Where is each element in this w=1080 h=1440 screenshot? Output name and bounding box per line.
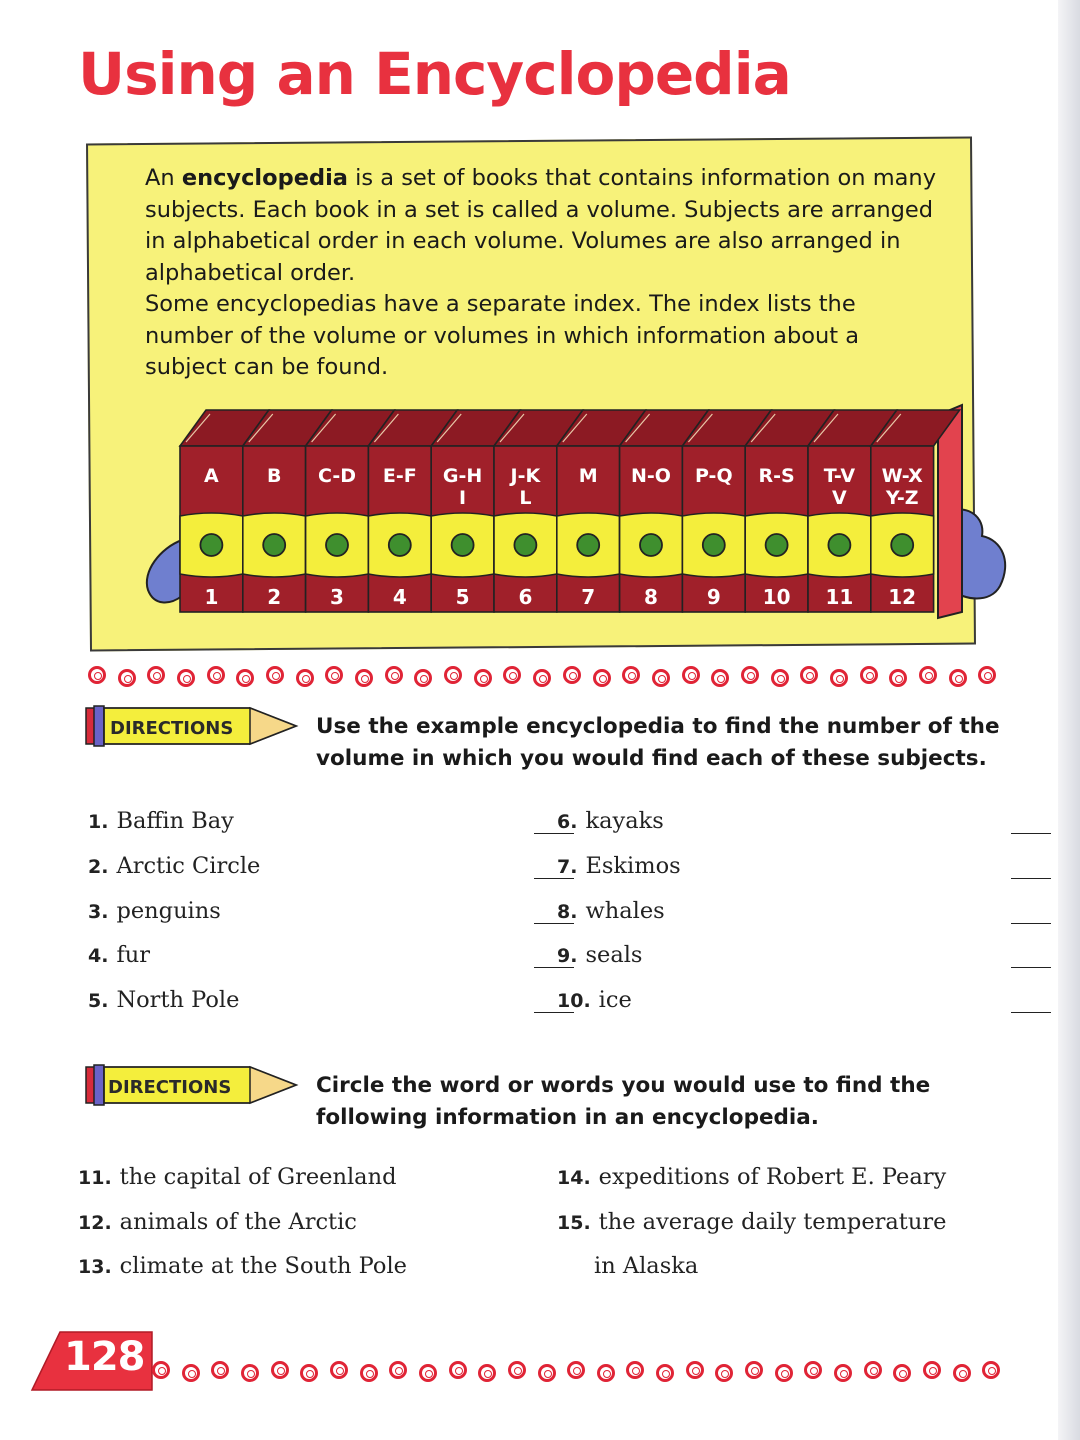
question-item xyxy=(88,853,526,887)
directions-text-2: Circle the word or words you would use to find the following information in an encyclopedia. xyxy=(316,1073,931,1130)
ring-divider-bottom xyxy=(152,1361,1012,1387)
ring-bullet xyxy=(982,1361,1000,1379)
volume-number: 8 xyxy=(644,585,658,609)
ring-bullet xyxy=(152,1361,170,1379)
volume-letters: M xyxy=(578,465,598,487)
question-number: 4. xyxy=(88,945,109,968)
directions-pencil-2 xyxy=(82,1061,302,1109)
question-subject: ice xyxy=(598,987,632,1014)
volume-letters: G-H xyxy=(442,465,483,487)
ring-bullet xyxy=(330,1361,348,1379)
directions-label-2: DIRECTIONS xyxy=(108,1077,232,1098)
ring-bullet xyxy=(864,1361,882,1379)
keyword-question-item[interactable] xyxy=(78,1253,407,1279)
page-number: 128 xyxy=(64,1334,145,1380)
ring-bullet xyxy=(563,666,581,684)
question-item xyxy=(88,987,526,1021)
ring-bullet xyxy=(622,666,640,684)
question-subject: Baffin Bay xyxy=(116,808,234,834)
question-text[interactable]: the capital of Greenland xyxy=(119,1164,397,1190)
ring-bullet xyxy=(597,1364,615,1382)
volume-number: 10 xyxy=(762,585,791,609)
volume-letters: Y-Z xyxy=(885,487,919,509)
ring-bullet xyxy=(652,669,670,687)
volume-number: 11 xyxy=(825,585,854,609)
ring-bullet xyxy=(567,1361,585,1379)
question-number: 2. xyxy=(88,855,109,878)
ring-bullet xyxy=(508,1361,526,1379)
answer-blank[interactable] xyxy=(1011,1012,1051,1013)
keyword-question-item[interactable] xyxy=(557,1164,946,1190)
volume-letters: L xyxy=(519,487,532,509)
ring-bullet xyxy=(593,669,611,687)
question-subject: whales xyxy=(585,897,665,924)
ring-bullet xyxy=(686,1361,704,1379)
ring-bullet xyxy=(444,666,462,684)
ring-bullet xyxy=(656,1364,674,1382)
ring-bullet xyxy=(236,669,254,687)
ring-bullet xyxy=(771,669,789,687)
ring-bullet xyxy=(419,1364,437,1382)
question-number: 9. xyxy=(557,945,578,968)
ring-bullet xyxy=(860,666,878,684)
ring-bullet xyxy=(745,1361,763,1379)
ring-bullet xyxy=(325,666,343,684)
ring-bullet xyxy=(266,666,284,684)
books xyxy=(180,410,960,612)
question-text[interactable]: the average daily temperature xyxy=(598,1208,947,1235)
ring-bullet xyxy=(893,1364,911,1382)
question-item xyxy=(88,898,526,932)
volume-letters: I xyxy=(459,487,467,509)
ring-bullet xyxy=(919,666,937,684)
ring-bullet xyxy=(711,669,729,687)
question-number: 12. xyxy=(78,1211,112,1234)
ring-bullet xyxy=(211,1361,229,1379)
volume-number: 1 xyxy=(204,585,219,609)
volume-letters: V xyxy=(832,487,847,509)
question-number: 3. xyxy=(88,900,109,923)
volume-dot xyxy=(200,534,222,556)
volume-number: 12 xyxy=(888,585,917,609)
ring-bullet xyxy=(804,1361,822,1379)
ring-bullet xyxy=(715,1364,733,1382)
ring-bullet xyxy=(830,669,848,687)
answer-blank[interactable] xyxy=(1011,833,1051,834)
question-number: 8. xyxy=(557,900,578,923)
question-text[interactable]: expeditions of Robert E. Peary xyxy=(598,1164,947,1190)
volume-number: 6 xyxy=(518,585,533,609)
question-item xyxy=(557,853,1003,887)
question-number: 6. xyxy=(557,811,578,833)
ring-bullet xyxy=(389,1361,407,1379)
keyword-question-item[interactable] xyxy=(594,1253,698,1279)
question-subject: kayaks xyxy=(585,808,664,834)
question-number: 10. xyxy=(557,990,591,1013)
volume-dot xyxy=(263,534,285,556)
ring-bullet xyxy=(182,1364,200,1382)
question-text[interactable]: in Alaska xyxy=(594,1253,699,1279)
question-number: 11. xyxy=(78,1167,112,1189)
intro-term: encyclopedia xyxy=(181,165,348,191)
ring-bullet xyxy=(626,1361,644,1379)
ring-bullet xyxy=(533,669,551,687)
volume-number: 2 xyxy=(267,585,282,609)
ring-bullet xyxy=(88,666,106,684)
volume-letters: J-K xyxy=(510,465,541,487)
ring-bullet xyxy=(271,1361,289,1379)
ring-bullet xyxy=(775,1364,793,1382)
volume-dot xyxy=(891,534,913,556)
page-title: Using an Encyclopedia xyxy=(78,40,791,108)
volume-dot xyxy=(326,534,348,556)
answer-blank[interactable] xyxy=(1011,967,1051,968)
ring-bullet xyxy=(177,669,195,687)
volume-dot xyxy=(452,534,474,556)
keyword-question-item[interactable] xyxy=(78,1164,396,1190)
ring-bullet xyxy=(923,1361,941,1379)
ring-bullet xyxy=(474,669,492,687)
right-bookend-edge xyxy=(938,405,962,618)
volume-number: 5 xyxy=(455,585,470,609)
volume-letters: T-V xyxy=(823,465,856,487)
left-bookend xyxy=(147,540,182,602)
question-number: 15. xyxy=(557,1211,591,1234)
volume-number: 9 xyxy=(706,585,721,609)
question-item xyxy=(557,942,1003,976)
volume-letters: E-F xyxy=(382,465,417,487)
question-number: 7. xyxy=(557,855,578,878)
ring-bullet xyxy=(147,666,165,684)
intro-para2: Some encyclopedias have a separate index. The index lists the number of the volume or volumes in which information about a subject can be found. xyxy=(145,291,860,380)
ring-bullet xyxy=(834,1364,852,1382)
question-subject: seals xyxy=(585,942,643,969)
volume-letters: B xyxy=(266,465,282,487)
ring-bullet xyxy=(385,666,403,684)
volume-letters: W-X xyxy=(881,465,923,487)
intro-lead: An xyxy=(145,165,182,191)
question-item xyxy=(557,808,1003,842)
ring-bullet xyxy=(449,1361,467,1379)
ring-bullet xyxy=(800,666,818,684)
ring-bullet xyxy=(682,666,700,684)
ring-bullet xyxy=(300,1364,318,1382)
volume-dot xyxy=(389,534,411,556)
volume-dot xyxy=(703,534,725,556)
answer-blank[interactable] xyxy=(1011,923,1051,924)
volume-dot xyxy=(766,534,788,556)
directions-text-1: Use the example encyclopedia to find the number of the volume in which you would find each of these subjects. xyxy=(316,714,1000,771)
ring-bullet xyxy=(296,669,314,687)
encyclopedia-set-illustration xyxy=(0,0,1080,660)
ring-bullet xyxy=(953,1364,971,1382)
question-text[interactable]: animals of the Arctic xyxy=(119,1208,357,1235)
volume-dot xyxy=(514,534,536,556)
question-number: 1. xyxy=(88,811,109,833)
ring-bullet xyxy=(741,666,759,684)
volume-number: 7 xyxy=(581,585,596,609)
intro-rest: is a set of books that contains information on many subjects. Each book in a set is called a volume. Subjects are arranged in alphabetical order in each volume. Volumes are also arranged in alphabetical order. xyxy=(145,165,937,286)
question-subject: fur xyxy=(116,942,151,969)
volume-letters: A xyxy=(204,465,219,487)
question-subject: North Pole xyxy=(116,987,240,1014)
volume-number: 3 xyxy=(330,585,344,609)
question-number: 13. xyxy=(78,1256,112,1278)
ring-bullet xyxy=(241,1364,259,1382)
question-number: 5. xyxy=(88,990,109,1013)
question-number: 14. xyxy=(557,1167,591,1189)
ring-divider-top xyxy=(88,666,1008,692)
question-item xyxy=(88,808,526,842)
question-item xyxy=(557,898,1003,932)
ring-bullet xyxy=(414,669,432,687)
ring-bullet xyxy=(889,669,907,687)
ring-bullet xyxy=(355,669,373,687)
question-item xyxy=(557,987,1003,1021)
volume-letters: C-D xyxy=(317,465,357,487)
ring-bullet xyxy=(478,1364,496,1382)
question-subject: penguins xyxy=(116,897,221,924)
keyword-question-item[interactable] xyxy=(78,1209,357,1235)
volume-dot xyxy=(640,534,662,556)
volume-letters: R-S xyxy=(758,465,795,487)
ring-bullet xyxy=(538,1364,556,1382)
ring-bullet xyxy=(503,666,521,684)
directions-label-1: DIRECTIONS xyxy=(110,718,234,739)
ring-bullet xyxy=(949,669,967,687)
volume-dot xyxy=(828,534,850,556)
keyword-question-item[interactable] xyxy=(557,1209,946,1235)
directions-pencil-1 xyxy=(82,702,302,750)
ring-bullet xyxy=(978,666,996,684)
volume-number: 4 xyxy=(392,585,407,609)
question-item xyxy=(88,942,526,976)
volume-letters: P-Q xyxy=(694,465,733,487)
question-subject: Arctic Circle xyxy=(116,852,261,879)
ring-bullet xyxy=(207,666,225,684)
volume-dot xyxy=(577,534,599,556)
question-text[interactable]: climate at the South Pole xyxy=(119,1253,407,1279)
answer-blank[interactable] xyxy=(1011,878,1051,879)
volume-letters: N-O xyxy=(631,465,671,487)
question-subject: Eskimos xyxy=(585,852,681,879)
ring-bullet xyxy=(118,669,136,687)
ring-bullet xyxy=(360,1364,378,1382)
